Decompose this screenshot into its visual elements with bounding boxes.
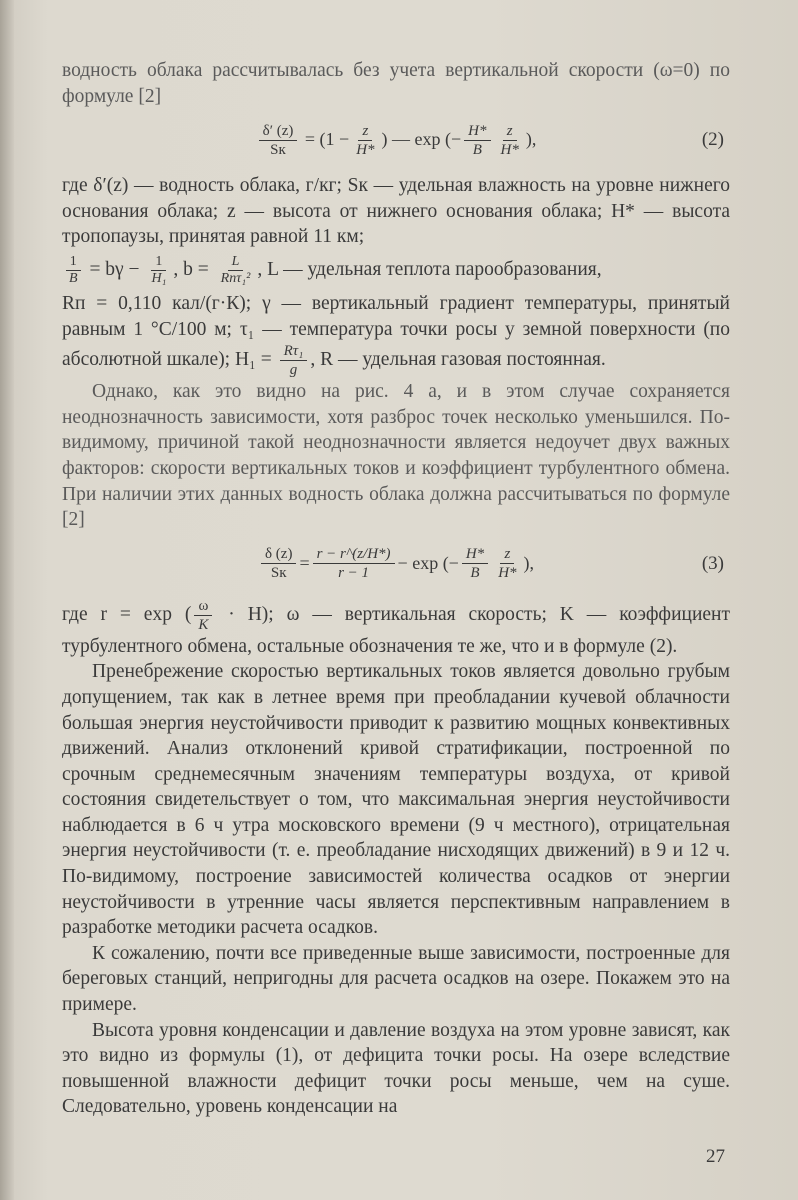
eq3-lhs-denominator: Sк: [270, 565, 287, 582]
page-text: [62, 58, 730, 1120]
paragraph-2b: Rп = 0,110 кал/(г·К); γ — вертикальный градиент температуры, принятый равным 1 °С/100 м; τ₁ — температура точки росы у земной поверхности (по абсолютной шкале); H₁ = $\frac{\text{Rτ₁}}{g}$ , R — удельная газовая постоянная.: [62, 292, 730, 379]
eq2-mid: (1 −: [319, 129, 350, 150]
eq2-lhs-denominator: Sк: [270, 141, 286, 158]
omega-numerator: ω: [194, 597, 212, 616]
eq2-number: (2): [701, 129, 724, 151]
def-f3-denominator: Rпτ₁²: [220, 270, 251, 286]
eq3-lhs-numerator: δ (z): [261, 545, 296, 564]
eq3-z-numerator: z: [500, 545, 514, 564]
k-denominator: K: [198, 616, 209, 633]
paragraph-6: К сожалению, почти все приведенные выше зависимости, построенные для береговых станций, непригодны для расчета осадков на озере. Покажем это на примере.: [62, 942, 730, 1016]
formula-2: $\frac{\delta' (z)}{Sк}$ = (1 − $\frac{z}{H*}$ ) — exp (− $\frac{H*}{B}$ $\frac{z}{H*}$ ), (2): [62, 111, 730, 169]
def-f3-numerator: L: [228, 254, 244, 271]
def-f2-numerator: 1: [151, 254, 166, 271]
def-t2: , b =: [173, 258, 214, 280]
eq3-mid: − exp (−: [397, 552, 459, 573]
eq3-h-numerator: H*: [462, 545, 488, 564]
eq3-equals: =: [299, 552, 310, 573]
eq2-z2-denominator: H*: [500, 141, 519, 158]
eq2-mid-close: ) — exp (−: [381, 129, 462, 150]
paragraph-2a: где δ′(z) — водность облака, г/кг; Sк — удельная влажность на уровне нижнего основания облака; z — высота от нижнего основания облака; H* — высота тропопаузы, принятая равной 11 км;: [62, 175, 730, 248]
paragraph-1: водность облака рассчитывалась без учета вертикальной скорости (ω=0) по формуле [2]: [62, 60, 730, 107]
eq2-end: ),: [525, 129, 537, 150]
eq2-h-numerator: H*: [464, 122, 490, 141]
eq3-end: ),: [523, 552, 535, 573]
def-t3: , L — удельная теплота парообразования,: [257, 258, 602, 280]
eq2-z-numerator: z: [358, 122, 372, 141]
eq2-lhs-numerator: δ′ (z): [259, 122, 298, 141]
eq3-r-denominator: r − 1: [338, 565, 370, 582]
eq2-h-denominator: B: [472, 141, 482, 158]
eq3-number: (3): [701, 552, 724, 574]
eq3-z-denominator: H*: [498, 565, 517, 582]
h1-numerator: Rτ₁: [280, 342, 308, 361]
page-binding-shadow: [0, 0, 14, 1200]
formula-3: [62, 535, 730, 593]
def-f2-denominator: H₁: [151, 270, 167, 286]
paragraph-3: Однако, как это видно на рис. 4 а, и в этом случае сохраняется неоднозначность зависимости, хотя разброс точек несколько уменьшился. По-видимому, причиной такой неоднозначности является недоучет двух важных факторов: скорости вертикальных токов и коэффициент турбулентного обмена. При наличии этих данных водность облака должна рассчитываться по формуле [2]: [62, 381, 730, 531]
def-t1: = bγ −: [84, 258, 145, 280]
paragraph-5: Пренебрежение скоростью вертикальных токов является довольно грубым допущением, так как в летнее время при преобладании кучевой облачности большая энергия неустойчивости приводит к развитию мощных конвективных движений. Анализ отклонений кривой стратификации, построенной по срочным среднемесячным значениям температуры воздуха, от кривой состояния свидетельствует о том, что максимальная энергия неустойчивости наблюдается в 6 ч утра московского времени (9 ч местного), отрицательная энергия неустойчивости (т. е. преобладание нисходящих движений) в 9 и 12 ч. По-видимому, построение зависимостей количества осадков от энергии неустойчивости в утренние часы является перспективным направлением в разработке методики расчета осадков.: [62, 661, 730, 939]
def-f1-numerator: 1: [66, 254, 81, 271]
definitions-line: [62, 254, 730, 287]
page-number: 27: [706, 1146, 725, 1167]
def-f1-denominator: B: [69, 270, 78, 286]
eq3-h-denominator: B: [470, 565, 480, 582]
eq2-z2-numerator: z: [503, 122, 517, 141]
h1-denominator: g: [289, 362, 298, 379]
paragraph-7: Высота уровня конденсации и давление воздуха на этом уровне зависят, как это видно из формулы (1), от дефицита точки росы. На озере вследствие повышенной влажности дефицит точки росы меньше, чем на суше. Следовательно, уровень конденсации на: [62, 1019, 730, 1118]
paragraph-4: где r = exp ( $\frac{\omega}{K}$ · H); ω — вертикальная скорость; K — коэффициент турбулентного обмена, остальные обозначения те же, что и в формуле (2).: [62, 597, 730, 657]
eq3-r-numerator: r − r^(z/H*): [313, 545, 395, 564]
eq2-z-denominator: H*: [356, 141, 375, 158]
